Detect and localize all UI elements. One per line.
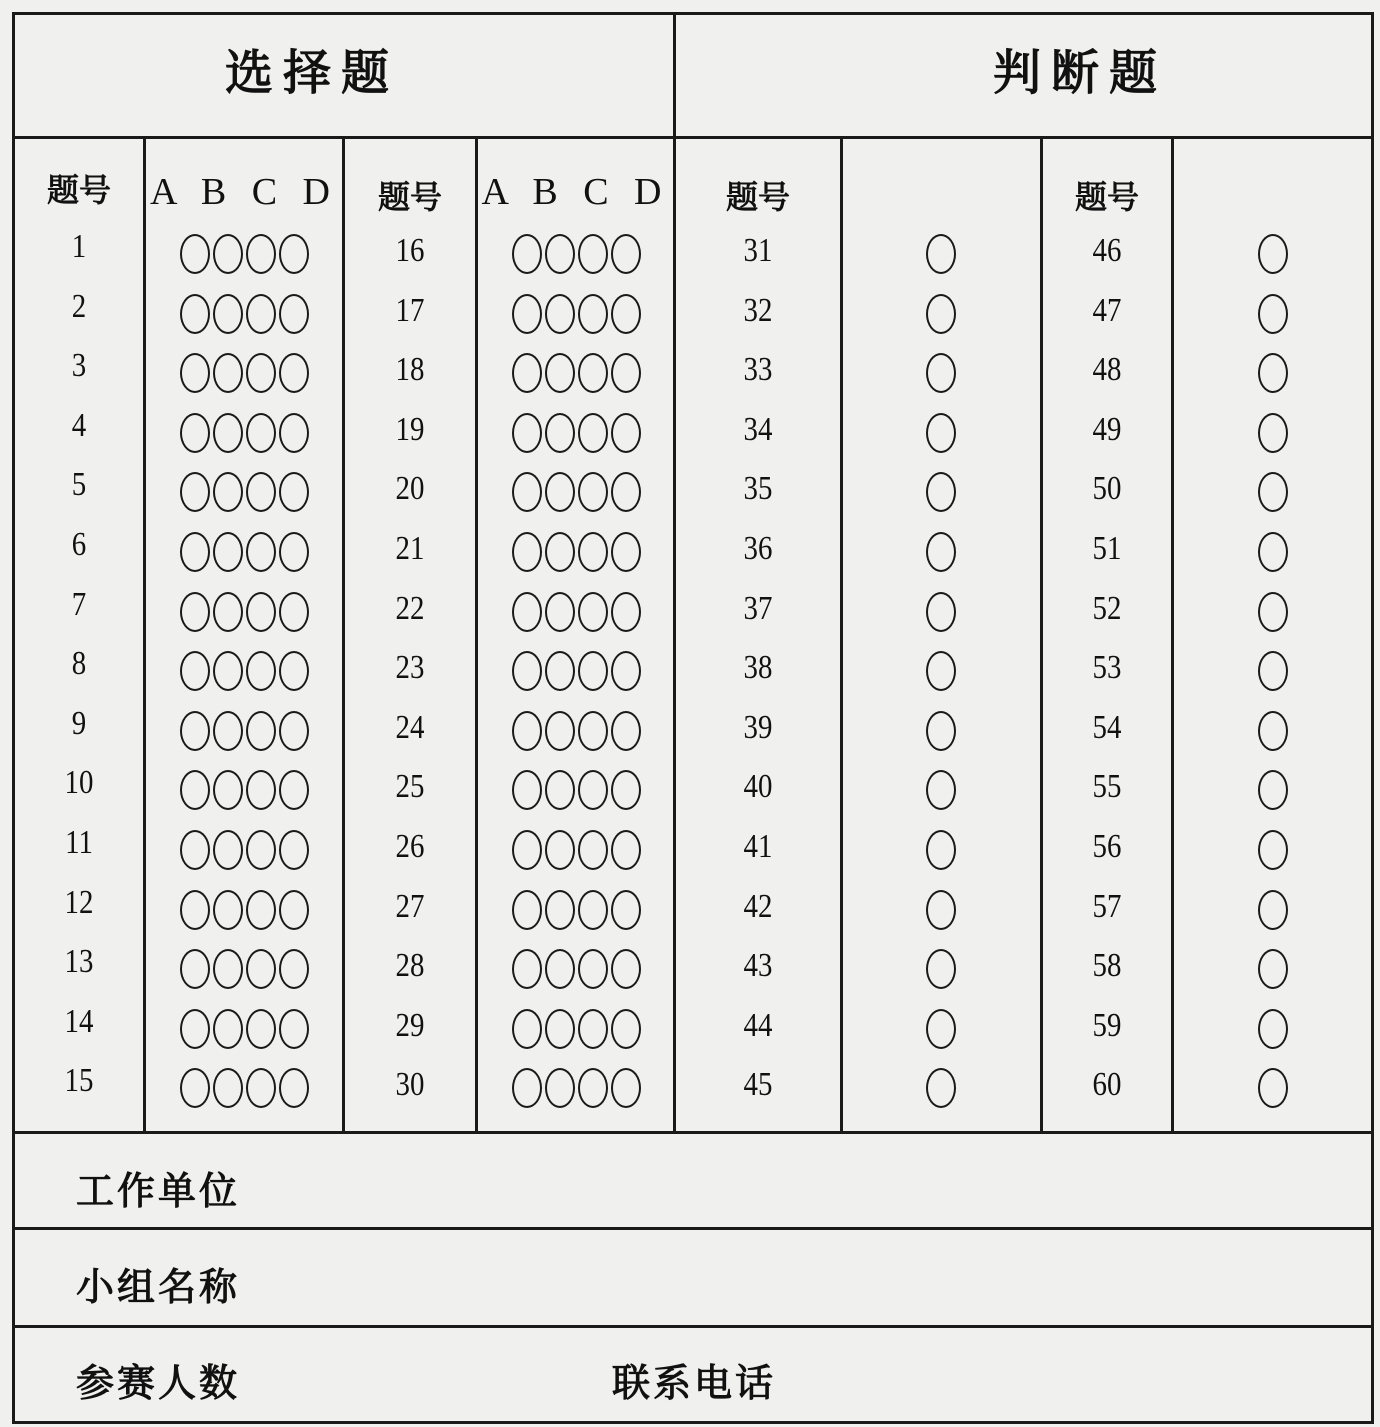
- question-number: 59: [1092, 1006, 1122, 1044]
- answer-bubble-b[interactable]: [213, 472, 243, 512]
- answer-bubble-d[interactable]: [611, 890, 641, 930]
- column-divider-1: [143, 136, 146, 1132]
- answer-bubble-a[interactable]: [512, 592, 542, 632]
- footer-line-3: [12, 1325, 1374, 1328]
- answer-bubble-a[interactable]: [512, 949, 542, 989]
- answer-bubble-c[interactable]: [246, 651, 276, 691]
- answer-bubble-b[interactable]: [213, 830, 243, 870]
- question-number: 40: [743, 768, 773, 806]
- question-number: 53: [1092, 649, 1122, 687]
- answer-bubble-b[interactable]: [545, 413, 575, 453]
- question-number: 15: [64, 1062, 94, 1100]
- answer-bubble-b[interactable]: [213, 770, 243, 810]
- question-number: 31: [743, 232, 773, 269]
- question-number: 5: [71, 466, 87, 504]
- question-number: 32: [743, 291, 773, 329]
- question-number: 44: [743, 1006, 773, 1044]
- answer-bubble-d[interactable]: [279, 294, 309, 334]
- header-divider: [12, 136, 1374, 139]
- answer-bubble-d[interactable]: [279, 1009, 309, 1049]
- answer-bubble-b[interactable]: [545, 890, 575, 930]
- judge-answer-bubble[interactable]: [926, 949, 956, 989]
- answer-bubble-d[interactable]: [611, 711, 641, 751]
- answer-bubble-a[interactable]: [180, 1009, 210, 1049]
- answer-bubble-b[interactable]: [545, 830, 575, 870]
- question-number-header: 题号: [1074, 178, 1139, 216]
- answer-bubble-d[interactable]: [611, 353, 641, 393]
- answer-bubble-a[interactable]: [512, 532, 542, 572]
- answer-bubble-b[interactable]: [545, 1068, 575, 1108]
- answer-bubble-a[interactable]: [180, 413, 210, 453]
- question-number: 38: [743, 649, 773, 687]
- answer-bubble-a[interactable]: [180, 472, 210, 512]
- judge-section-title: 判断题: [992, 45, 1167, 101]
- answer-bubble-d[interactable]: [611, 1068, 641, 1108]
- answer-bubble-c[interactable]: [578, 770, 608, 810]
- answer-bubble-b[interactable]: [213, 592, 243, 632]
- answer-bubble-c[interactable]: [246, 890, 276, 930]
- answer-bubble-b[interactable]: [545, 651, 575, 691]
- border-bottom: [12, 1421, 1374, 1424]
- answer-bubble-a[interactable]: [512, 294, 542, 334]
- column-divider-6: [1040, 136, 1043, 1132]
- answer-bubble-c[interactable]: [246, 532, 276, 572]
- answer-bubble-c[interactable]: [578, 890, 608, 930]
- column-divider-7: [1171, 136, 1174, 1132]
- judge-answer-bubble[interactable]: [1258, 830, 1288, 870]
- judge-answer-bubble[interactable]: [1258, 294, 1288, 334]
- answer-bubble-a[interactable]: [512, 651, 542, 691]
- judge-answer-bubble[interactable]: [926, 294, 956, 334]
- question-number: 6: [71, 526, 87, 563]
- question-number: 56: [1092, 828, 1122, 865]
- answer-bubble-d[interactable]: [611, 1009, 641, 1049]
- answer-bubble-c[interactable]: [246, 711, 276, 751]
- judge-answer-bubble[interactable]: [1258, 890, 1288, 930]
- question-number: 39: [743, 708, 773, 746]
- question-number: 3: [71, 347, 87, 385]
- question-number: 4: [71, 406, 87, 444]
- answer-bubble-c[interactable]: [246, 234, 276, 274]
- answer-bubble-d[interactable]: [611, 234, 641, 274]
- question-number: 48: [1092, 351, 1122, 389]
- answer-bubble-b[interactable]: [213, 413, 243, 453]
- answer-bubble-c[interactable]: [578, 234, 608, 274]
- question-number: 51: [1092, 530, 1122, 567]
- answer-bubble-d[interactable]: [611, 949, 641, 989]
- answer-bubble-d[interactable]: [279, 472, 309, 512]
- question-number: 49: [1092, 410, 1122, 448]
- question-number: 30: [395, 1066, 425, 1104]
- answer-bubble-d[interactable]: [279, 1068, 309, 1108]
- judge-answer-bubble[interactable]: [926, 890, 956, 930]
- question-number: 24: [395, 708, 425, 746]
- answer-bubble-a[interactable]: [180, 1068, 210, 1108]
- answer-bubble-c[interactable]: [246, 353, 276, 393]
- question-number: 8: [71, 645, 87, 683]
- question-number: 25: [395, 768, 425, 806]
- question-number-header: 题号: [377, 178, 442, 216]
- answer-bubble-c[interactable]: [246, 294, 276, 334]
- answer-bubble-c[interactable]: [246, 472, 276, 512]
- answer-bubble-a[interactable]: [180, 770, 210, 810]
- question-number: 34: [743, 410, 773, 448]
- column-divider-3: [475, 136, 478, 1132]
- answer-bubble-d[interactable]: [279, 711, 309, 751]
- answer-bubble-b[interactable]: [545, 592, 575, 632]
- border-top: [12, 12, 1374, 15]
- answer-bubble-d[interactable]: [279, 830, 309, 870]
- answer-bubble-c[interactable]: [246, 770, 276, 810]
- answer-bubble-d[interactable]: [279, 890, 309, 930]
- answer-bubble-d[interactable]: [279, 592, 309, 632]
- options-header: A B C D: [481, 171, 670, 213]
- answer-bubble-a[interactable]: [512, 413, 542, 453]
- answer-bubble-d[interactable]: [611, 770, 641, 810]
- judge-answer-bubble[interactable]: [926, 472, 956, 512]
- question-number: 27: [395, 887, 425, 925]
- question-number-header: 题号: [46, 171, 111, 209]
- answer-bubble-c[interactable]: [578, 711, 608, 751]
- work-unit-label: 工作单位: [76, 1169, 241, 1213]
- question-number: 18: [395, 351, 425, 389]
- answer-bubble-c[interactable]: [578, 353, 608, 393]
- question-number: 12: [64, 883, 94, 921]
- question-number: 11: [65, 824, 93, 861]
- answer-bubble-d[interactable]: [279, 234, 309, 274]
- judge-answer-bubble[interactable]: [926, 1009, 956, 1049]
- judge-answer-bubble[interactable]: [1258, 711, 1288, 751]
- judge-answer-bubble[interactable]: [926, 830, 956, 870]
- answer-bubble-d[interactable]: [279, 413, 309, 453]
- footer-top-line: [12, 1131, 1374, 1134]
- answer-bubble-b[interactable]: [213, 711, 243, 751]
- answer-bubble-b[interactable]: [545, 770, 575, 810]
- answer-bubble-a[interactable]: [512, 711, 542, 751]
- answer-bubble-a[interactable]: [180, 234, 210, 274]
- question-number: 28: [395, 947, 425, 985]
- question-number: 21: [395, 530, 425, 567]
- question-number: 13: [64, 943, 94, 981]
- question-number: 20: [395, 470, 425, 508]
- answer-bubble-c[interactable]: [246, 830, 276, 870]
- question-number: 57: [1092, 887, 1122, 925]
- answer-bubble-d[interactable]: [611, 472, 641, 512]
- answer-bubble-b[interactable]: [545, 353, 575, 393]
- phone-label: 联系电话: [612, 1361, 777, 1405]
- answer-bubble-a[interactable]: [180, 949, 210, 989]
- answer-bubble-b[interactable]: [213, 949, 243, 989]
- question-number: 23: [395, 649, 425, 687]
- column-divider-5: [840, 136, 843, 1132]
- answer-bubble-d[interactable]: [279, 651, 309, 691]
- answer-bubble-a[interactable]: [180, 830, 210, 870]
- judge-answer-bubble[interactable]: [1258, 1068, 1288, 1108]
- question-number: 52: [1092, 589, 1122, 627]
- judge-answer-bubble[interactable]: [926, 234, 956, 274]
- answer-bubble-a[interactable]: [512, 890, 542, 930]
- question-number: 19: [395, 410, 425, 448]
- answer-bubble-d[interactable]: [611, 592, 641, 632]
- question-number: 43: [743, 947, 773, 985]
- answer-bubble-d[interactable]: [611, 413, 641, 453]
- question-number: 22: [395, 589, 425, 627]
- answer-bubble-b[interactable]: [545, 472, 575, 512]
- answer-bubble-d[interactable]: [611, 651, 641, 691]
- answer-bubble-a[interactable]: [512, 830, 542, 870]
- answer-bubble-c[interactable]: [578, 830, 608, 870]
- answer-bubble-c[interactable]: [246, 1009, 276, 1049]
- question-number: 1: [71, 228, 87, 265]
- answer-bubble-b[interactable]: [213, 353, 243, 393]
- question-number: 26: [395, 828, 425, 865]
- answer-bubble-a[interactable]: [180, 294, 210, 334]
- answer-bubble-b[interactable]: [213, 532, 243, 572]
- answer-bubble-d[interactable]: [279, 770, 309, 810]
- question-number: 58: [1092, 947, 1122, 985]
- answer-bubble-b[interactable]: [545, 294, 575, 334]
- judge-answer-bubble[interactable]: [926, 532, 956, 572]
- judge-answer-bubble[interactable]: [926, 592, 956, 632]
- group-name-label: 小组名称: [76, 1265, 241, 1309]
- judge-answer-bubble[interactable]: [926, 1068, 956, 1108]
- question-number: 37: [743, 589, 773, 627]
- judge-answer-bubble[interactable]: [926, 770, 956, 810]
- question-number: 17: [395, 291, 425, 329]
- answer-bubble-b[interactable]: [545, 949, 575, 989]
- question-number: 46: [1092, 232, 1122, 269]
- answer-bubble-a[interactable]: [180, 890, 210, 930]
- answer-bubble-c[interactable]: [578, 413, 608, 453]
- question-number: 33: [743, 351, 773, 389]
- answer-bubble-d[interactable]: [279, 949, 309, 989]
- border-left: [12, 12, 15, 1424]
- question-number: 2: [71, 287, 87, 325]
- judge-answer-bubble[interactable]: [1258, 770, 1288, 810]
- answer-bubble-c[interactable]: [578, 1068, 608, 1108]
- question-number: 47: [1092, 291, 1122, 329]
- judge-answer-bubble[interactable]: [1258, 472, 1288, 512]
- judge-answer-bubble[interactable]: [1258, 949, 1288, 989]
- judge-answer-bubble[interactable]: [1258, 1009, 1288, 1049]
- choice-section-title: 选择题: [224, 45, 399, 101]
- answer-bubble-a[interactable]: [180, 711, 210, 751]
- judge-answer-bubble[interactable]: [1258, 234, 1288, 274]
- answer-bubble-d[interactable]: [611, 294, 641, 334]
- footer-line-2: [12, 1227, 1374, 1230]
- answer-bubble-b[interactable]: [545, 1009, 575, 1049]
- answer-bubble-d[interactable]: [611, 830, 641, 870]
- answer-bubble-b[interactable]: [213, 234, 243, 274]
- answer-bubble-a[interactable]: [512, 353, 542, 393]
- answer-bubble-b[interactable]: [213, 651, 243, 691]
- question-number: 60: [1092, 1066, 1122, 1104]
- answer-bubble-c[interactable]: [578, 651, 608, 691]
- answer-bubble-b[interactable]: [213, 1068, 243, 1108]
- question-number: 50: [1092, 470, 1122, 508]
- question-number: 7: [71, 585, 87, 623]
- question-number: 45: [743, 1066, 773, 1104]
- answer-bubble-a[interactable]: [180, 651, 210, 691]
- question-number: 9: [71, 704, 87, 742]
- answer-bubble-c[interactable]: [578, 592, 608, 632]
- answer-bubble-b[interactable]: [545, 532, 575, 572]
- participants-label: 参赛人数: [76, 1361, 241, 1405]
- answer-bubble-c[interactable]: [578, 294, 608, 334]
- judge-answer-bubble[interactable]: [926, 651, 956, 691]
- judge-answer-bubble[interactable]: [1258, 413, 1288, 453]
- answer-bubble-c[interactable]: [246, 592, 276, 632]
- question-number: 41: [743, 828, 773, 865]
- question-number: 35: [743, 470, 773, 508]
- judge-answer-bubble[interactable]: [926, 353, 956, 393]
- answer-bubble-a[interactable]: [512, 234, 542, 274]
- answer-bubble-c[interactable]: [578, 949, 608, 989]
- answer-bubble-a[interactable]: [512, 472, 542, 512]
- question-number: 42: [743, 887, 773, 925]
- answer-bubble-a[interactable]: [180, 592, 210, 632]
- border-right: [1371, 12, 1374, 1424]
- judge-answer-bubble[interactable]: [1258, 592, 1288, 632]
- answer-bubble-c[interactable]: [578, 472, 608, 512]
- judge-answer-bubble[interactable]: [926, 413, 956, 453]
- answer-bubble-a[interactable]: [512, 1009, 542, 1049]
- answer-bubble-a[interactable]: [180, 532, 210, 572]
- question-number: 55: [1092, 768, 1122, 806]
- question-number: 54: [1092, 708, 1122, 746]
- question-number: 29: [395, 1006, 425, 1044]
- answer-bubble-d[interactable]: [279, 353, 309, 393]
- question-number-header: 题号: [725, 178, 790, 216]
- answer-bubble-b[interactable]: [213, 1009, 243, 1049]
- judge-answer-bubble[interactable]: [1258, 532, 1288, 572]
- answer-bubble-b[interactable]: [213, 294, 243, 334]
- answer-bubble-b[interactable]: [545, 711, 575, 751]
- answer-bubble-d[interactable]: [279, 532, 309, 572]
- answer-bubble-d[interactable]: [611, 532, 641, 572]
- answer-bubble-c[interactable]: [246, 1068, 276, 1108]
- answer-bubble-c[interactable]: [578, 532, 608, 572]
- question-number: 36: [743, 530, 773, 567]
- question-number: 14: [64, 1002, 94, 1040]
- answer-bubble-c[interactable]: [246, 949, 276, 989]
- answer-bubble-b[interactable]: [545, 234, 575, 274]
- answer-bubble-a[interactable]: [512, 770, 542, 810]
- answer-bubble-a[interactable]: [180, 353, 210, 393]
- judge-answer-bubble[interactable]: [926, 711, 956, 751]
- judge-answer-bubble[interactable]: [1258, 353, 1288, 393]
- answer-bubble-a[interactable]: [512, 1068, 542, 1108]
- answer-bubble-b[interactable]: [213, 890, 243, 930]
- answer-bubble-c[interactable]: [246, 413, 276, 453]
- question-number: 16: [395, 232, 425, 269]
- question-number: 10: [64, 764, 94, 802]
- answer-bubble-c[interactable]: [578, 1009, 608, 1049]
- judge-answer-bubble[interactable]: [1258, 651, 1288, 691]
- options-header: A B C D: [150, 171, 338, 213]
- column-divider-2: [342, 136, 345, 1132]
